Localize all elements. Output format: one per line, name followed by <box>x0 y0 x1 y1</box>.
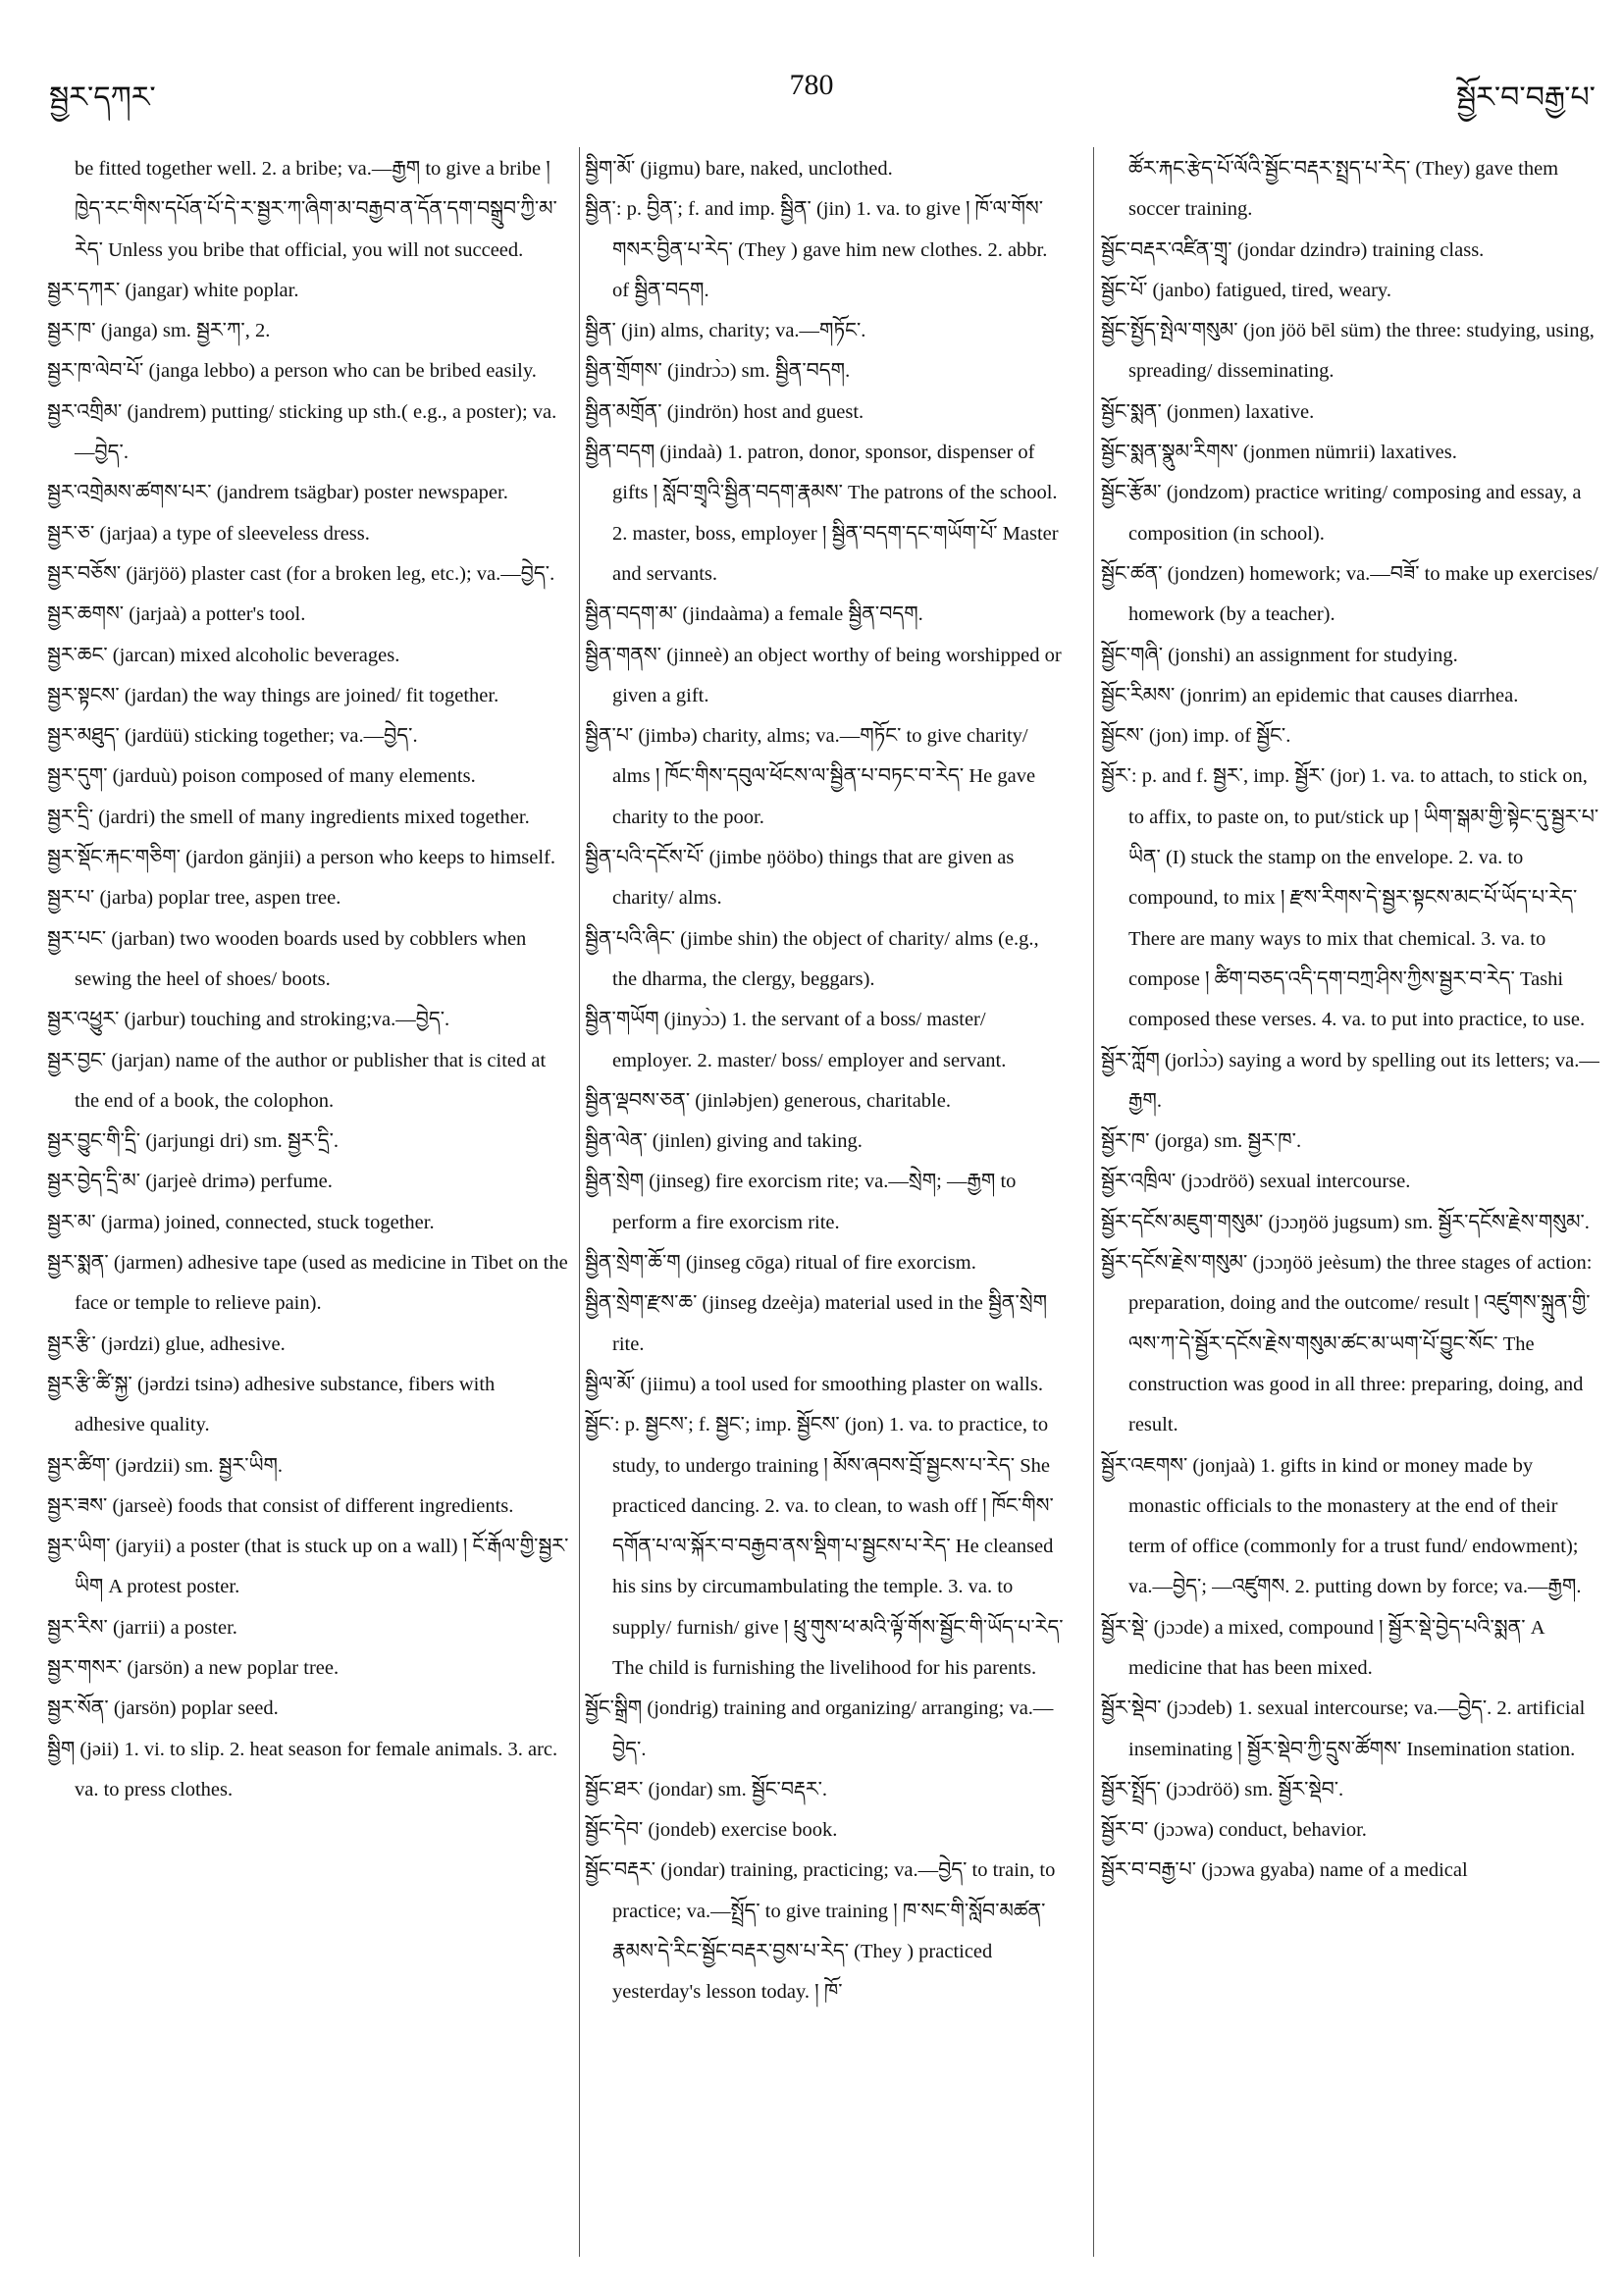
running-head-right: སྦྱོར་བ་བརྒྱ་པ་ <box>1455 81 1596 114</box>
dictionary-entry: སྦྱིན་སྲེག་ཆོ་ག (jinseg cōga) ritual of fire exorcism. <box>585 1252 976 1275</box>
dictionary-entry: སྦྱིལ་མོ་ (jiimu) a tool used for smoothing plaster on walls. <box>585 1373 1043 1395</box>
dictionary-entry: སྦྱར་བྱེད་དྲི་མ་ (jarjeè drimə) perfume. <box>47 1171 333 1193</box>
dictionary-entry: སྦྱིན་ (jin) alms, charity; va.—གཏོང་. <box>585 320 866 342</box>
dictionary-entry: སྦྱོར་སྤྲོད་ (jɔɔdröö) sm. སྦྱོར་སྡེབ་. <box>1101 1778 1344 1800</box>
dictionary-entry: སྦྱོར་འཁྲིལ་ (jɔɔdröö) sexual intercourse. <box>1101 1171 1411 1193</box>
dictionary-entry: སྦྱར་དྲི་ (jardri) the smell of many ingredients mixed together. <box>47 806 530 828</box>
dictionary-entry: སྦྱོང་ཐར་ (jondar) sm. སྦྱོང་བརྡར་. <box>585 1778 828 1800</box>
dictionary-entry: སྦྱར་དུག་ (jarduù) poison composed of many elements. <box>47 765 476 788</box>
dictionary-entry: ཚོར་རྐང་རྩེད་པོ་ལོའི་སྦྱོང་བརྡར་སྤྲད་པ་རེད་ (They) gave them soccer training. <box>1128 158 1559 221</box>
dictionary-entry: སྦྱོང་བརྡར་འཛིན་གྲྭ་ (jondar dzindrə) training class. <box>1101 238 1485 261</box>
dictionary-entry: སྦྱར་ཁ་ (janga) sm. སྦྱར་ཀ་, 2. <box>47 320 271 342</box>
dictionary-entry: སྦྱར་རྩི་ (jərdzi) glue, adhesive. <box>47 1332 286 1355</box>
dictionary-entry: སྦྱར་བྱུང་གི་དྲི་ (jarjungi dri) sm. སྦྱར་དྲི་. <box>47 1130 340 1153</box>
dictionary-entry: སྦྱར་པང་ (jarban) two wooden boards used by cobblers when sewing the heel of shoes/ boots. <box>47 927 527 990</box>
dictionary-entry: སྦྱར་གསར་ (jarsön) a new poplar tree. <box>47 1656 340 1679</box>
dictionary-entry: སྦྱར་འཕྱུར་ (jarbur) touching and stroking;va.—བྱེད་. <box>47 1009 450 1031</box>
dictionary-entry: སྦྱིག་མོ་ (jigmu) bare, naked, unclothed. <box>585 158 893 180</box>
dictionary-entry: སྦྱོང་སྒྲིག (jondrig) training and organizing/ arranging; va.—བྱེད་. <box>585 1697 1054 1760</box>
dictionary-entry: སྦྱིན་བདག་མ་ (jindaàma) a female སྦྱིན་བདག. <box>585 603 923 626</box>
dictionary-entry: སྦྱིག (jəii) 1. vi. to slip. 2. heat season for female animals. 3. arc. va. to press clothes. <box>47 1738 558 1800</box>
dictionary-entry: སྦྱར་འགྲིམ་ (jandrem) putting/ sticking up sth.( e.g., a poster); va.—བྱེད་. <box>47 400 557 464</box>
dictionary-entry: སྦྱར་བཅོས་ (järjöö) plaster cast (for a broken leg, etc.); va.—བྱེད་. <box>47 562 555 585</box>
dictionary-entry: སྦྱོང་རིམས་ (jonrim) an epidemic that causes diarrhea. <box>1101 684 1519 706</box>
dictionary-entry: སྦྱོར་འཇགས་ (jonjaà) 1. gifts in kind or money made by monastic officials to the monastery at the end of their term of office (commonly for a trust fund/ endowment); va.—བྱེད་; —འཛུགས. 2. putting down by force; va.—རྒྱག. <box>1101 1454 1582 1598</box>
dictionary-entry: སྦྱར་སྨན་ (jarmen) adhesive tape (used as medicine in Tibet on the face or temple to relieve pain). <box>47 1252 568 1315</box>
dictionary-entry: སྦྱར་མཐུད་ (jardüü) sticking together; va.—བྱེད་. <box>47 725 418 748</box>
dictionary-entry: སྦྱིན་སྲེག (jinseg) fire exorcism rite; va.—སྲེག; —རྒྱག to perform a fire exorcism rite. <box>585 1171 1017 1233</box>
dictionary-entry: སྦྱིན་མགྲོན་ (jindrön) host and guest. <box>585 400 864 423</box>
running-head-left: སྦྱར་དཀར་ <box>49 81 156 114</box>
dictionary-entry: སྦྱིན་པའི་དངོས་པོ་ (jimbe ŋööbo) things that are given as charity/ alms. <box>585 847 1015 910</box>
dictionary-entry: སྦྱོར་: p. and f. སྦྱར་, imp. སྦྱོར་ (jor) 1. va. to attach, to stick on, to affix, to paste on, to put/stick up ། ཡིག་སྒམ་གྱི་སྟེང་དུ་སྦྱར་པ་ཡིན་ (I) stuck the stamp on the envelope. 2. va. to compound, to mix ། རྫས་རིགས་དེ་སྦྱར་སྟངས་མང་པོ་ཡོད་པ་རེད་ There are many ways to mix that chemical. 3. va. to compose ། ཚིག་བཅད་འདི་དག་བཀྲ་ཤིས་ཀྱིས་སྦྱར་བ་རེད་ Tashi composed these verses. 4. va. to put into practice, to use. <box>1101 765 1599 1031</box>
column-left <box>47 149 569 1810</box>
dictionary-entry: སྦྱར་རྩི་ཚི་སྐྱ་ (jərdzi tsinə) adhesive substance, fibers with adhesive quality. <box>47 1373 496 1436</box>
dictionary-entry: སྦྱར་ཅ་ (jarjaa) a type of sleeveless dress. <box>47 522 370 545</box>
dictionary-entry: be fitted together well. 2. a bribe; va.—རྒྱག to give a bribe ། ཁྱེད་རང་གིས་དཔོན་པོ་དེ་ར་སྦྱར་ཀ་ཞིག་མ་བརྒྱབ་ན་དོན་དག་བསྒྲུབ་ཀྱི་མ་རེད་ Unless you bribe that official, you will not succeed. <box>75 158 557 261</box>
dictionary-entry: སྦྱིན་བདག (jindaà) 1. patron, donor, sponsor, dispenser of gifts ། སློབ་གྲྭའི་སྦྱིན་བདག་རྣམས་ The patrons of the school. 2. master, boss, employer ། སྦྱིན་བདག་དང་གཡོག་པོ་ Master and servants. <box>585 442 1059 585</box>
dictionary-entry: སྦྱར་ཁ་ལེབ་པོ་ (janga lebbo) a person who can be bribed easily. <box>47 360 537 383</box>
dictionary-entry: སྦྱོང་སྨན་ (jonmen) laxative. <box>1101 400 1315 423</box>
dictionary-entry: སྦྱོང་སྤྱོད་སྤེལ་གསུམ་ (jon jöö bēl süm) the three: studying, using, spreading/ disseminating. <box>1101 320 1595 383</box>
dictionary-entry: སྦྱིན་གྲོགས་ (jindrɔ̀ɔ) sm. སྦྱིན་བདག. <box>585 360 851 383</box>
dictionary-entry: སྦྱར་སྟངས་ (jardan) the way things are joined/ fit together. <box>47 684 499 706</box>
dictionary-entry: སྦྱིན་ལྡབས་ཅན་ (jinləbjen) generous, charitable. <box>585 1089 951 1112</box>
dictionary-entry: སྦྱོར་དངོས་མཇུག་གསུམ་ (jɔɔŋöö jugsum) sm. སྦྱོར་དངོས་རྗེས་གསུམ་. <box>1101 1211 1590 1233</box>
dictionary-entry: སྦྱར་ཚིག་ (jərdzii) sm. སྦྱར་ཡིག. <box>47 1454 284 1477</box>
dictionary-entry: སྦྱོང་བརྡར་ (jondar) training, practicing; va.—བྱེད་ to train, to practice; va.—སྤྲོད་ to give training ། ཁ་སང་གི་སློབ་མཚན་རྣམས་དེ་རིང་སྦྱོང་བརྡར་བྱས་པ་རེད་ (They ) practiced yesterday's lesson today. ། ཁོ་ <box>585 1859 1056 2004</box>
dictionary-entry: སྦྱར་བྱང་ (jarjan) name of the author or publisher that is cited at the end of a book, the colophon. <box>47 1049 547 1112</box>
dictionary-entry: སྦྱིན་སྲེག་རྫས་ཆ་ (jinseg dzeèja) material used in the སྦྱིན་སྲེག rite. <box>585 1292 1048 1355</box>
dictionary-entry: སྦྱོང་རྩོམ་ (jondzom) practice writing/ composing and essay, a composition (in school). <box>1101 482 1582 545</box>
dictionary-entry: སྦྱོང་དེབ་ (jondeb) exercise book. <box>585 1819 838 1842</box>
column-middle <box>585 149 1068 2013</box>
dictionary-entry: སྦྱར་མ་ (jarma) joined, connected, stuck together. <box>47 1211 435 1233</box>
dictionary-entry: སྦྱིན་: p. བྱིན་; f. and imp. སྦྱིན་ (jin) 1. va. to give ། ཁོ་ལ་གོས་གསར་བྱིན་པ་རེད་ (They ) gave him new clothes. 2. abbr. of སྦྱིན་བདག. <box>585 198 1048 301</box>
dictionary-entry: སྦྱོང་སྨན་སྣུམ་རིགས་ (jonmen nümrii) laxatives. <box>1101 442 1457 464</box>
dictionary-entry: སྦྱར་དཀར་ (jangar) white poplar. <box>47 279 299 301</box>
column-divider <box>579 147 580 2257</box>
dictionary-entry: སྦྱིན་པ་ (jimbə) charity, alms; va.—གཏོང་ to give charity/ alms ། ཁོང་གིས་དབུལ་ཕོངས་ལ་སྦྱིན་པ་བཏང་བ་རེད་ He gave charity to the poor. <box>585 725 1036 828</box>
dictionary-entry: སྦྱིན་པའི་ཞིང་ (jimbe shin) the object of charity/ alms (e.g., the dharma, the clergy, beggars). <box>585 927 1039 990</box>
column-divider <box>1093 147 1094 2257</box>
dictionary-entry: སྦྱར་རིས་ (jarrii) a poster. <box>47 1616 237 1639</box>
dictionary-entry: སྦྱིན་གནས་ (jinneè) an object worthy of being worshipped or given a gift. <box>585 644 1062 706</box>
dictionary-entry: སྦྱར་པ་ (jarba) poplar tree, aspen tree. <box>47 887 341 910</box>
dictionary-entry: སྦྱར་སྡོང་རྐང་གཅིག་ (jardon gänjii) a person who keeps to himself. <box>47 847 556 869</box>
dictionary-entry: སྦྱོར་བ་ (jɔɔwa) conduct, behavior. <box>1101 1819 1367 1842</box>
dictionary-entry: སྦྱོངས་ (jon) imp. of སྦྱོང་. <box>1101 725 1291 748</box>
dictionary-entry: སྦྱིན་ལེན་ (jinlen) giving and taking. <box>585 1130 863 1153</box>
dictionary-entry: སྦྱོང་པོ་ (janbo) fatigued, tired, weary. <box>1101 279 1391 301</box>
column-right <box>1101 149 1599 1892</box>
dictionary-entry: སྦྱིན་གཡོག (jinyɔ̀ɔ) 1. the servant of a boss/ master/ employer. 2. master/ boss/ employer and servant. <box>585 1009 1007 1071</box>
dictionary-entry: སྦྱོང་: p. སྦྱངས་; f. སྦྱང་; imp. སྦྱོངས་ (jon) 1. va. to practice, to study, to undergo training ། མོས་ཞབས་བྲོ་སྦྱངས་པ་རེད་ She practiced dancing. 2. va. to clean, to wash off ། ཁོང་གིས་དགོན་པ་ལ་སྐོར་བ་བརྒྱབ་ནས་སྡིག་པ་སྦྱངས་པ་རེད་ He cleansed his sins by circumambulating the temple. 3. va. to supply/ furnish/ give ། ཕྲུ་གུས་ཕ་མའི་ལྟོ་གོས་སྦྱོང་གི་ཡོད་པ་རེད་ The child is furnishing the livelihood for his parents. <box>585 1414 1064 1679</box>
dictionary-entry: སྦྱོང་གཞི་ (jonshi) an assignment for studying. <box>1101 644 1458 666</box>
page-number: 780 <box>789 69 834 101</box>
dictionary-entry: སྦྱར་སོན་ (jarsön) poplar seed. <box>47 1697 279 1720</box>
dictionary-entry: སྦྱོར་ཀློག (jorlɔ̀ɔ) saying a word by spelling out its letters; va.—རྒྱག. <box>1101 1049 1599 1112</box>
dictionary-entry: སྦྱོར་སྡེ་ (jɔɔde) a mixed, compound ། སྦྱོར་སྡེ་བྱེད་པའི་སྨན་ A medicine that has been mixed. <box>1101 1616 1544 1679</box>
dictionary-entry: སྦྱར་ཆང་ (jarcan) mixed alcoholic beverages. <box>47 644 400 666</box>
dictionary-entry: སྦྱོར་བ་བརྒྱ་པ་ (jɔɔwa gyaba) name of a medical <box>1101 1859 1468 1882</box>
dictionary-entry: སྦྱོར་དངོས་རྗེས་གསུམ་ (jɔɔŋöö jeèsum) the three stages of action: preparation, doing and the outcome/ result ། འཛུགས་སྐྲུན་གྱི་ལས་ཀ་དེ་སྦྱོར་དངོས་རྗེས་གསུམ་ཚང་མ་ཡག་པོ་བྱུང་སོང་ The construction was good in all three: preparing, doing, and result. <box>1101 1252 1593 1436</box>
dictionary-entry: སྦྱོང་ཚན་ (jondzen) homework; va.—བཟོ་ to make up exercises/ homework (by a teacher). <box>1101 562 1598 626</box>
dictionary-entry: སྦྱར་ཟས་ (jarseè) foods that consist of different ingredients. <box>47 1494 514 1517</box>
dictionary-entry: སྦྱར་འགྲེམས་ཚགས་པར་ (jandrem tsägbar) poster newspaper. <box>47 482 508 504</box>
dictionary-entry: སྦྱོར་ཁ་ (jorga) sm. སྦྱར་ཁ་. <box>1101 1130 1302 1153</box>
dictionary-entry: སྦྱར་ཡིག་ (jaryii) a poster (that is stuck up on a wall) ། ངོ་རྒོལ་གྱི་སྦྱར་ཡིག A protest poster. <box>47 1536 569 1598</box>
dictionary-entry: སྦྱོར་སྡེབ་ (jɔɔdeb) 1. sexual intercourse; va.—བྱེད་. 2. artificial inseminating ། སྦྱོར་སྡེབ་ཀྱི་དྲུས་ཚོགས་ Insemination station. <box>1101 1697 1586 1760</box>
dictionary-entry: སྦྱར་ཆགས་ (jarjaà) a potter's tool. <box>47 603 306 626</box>
